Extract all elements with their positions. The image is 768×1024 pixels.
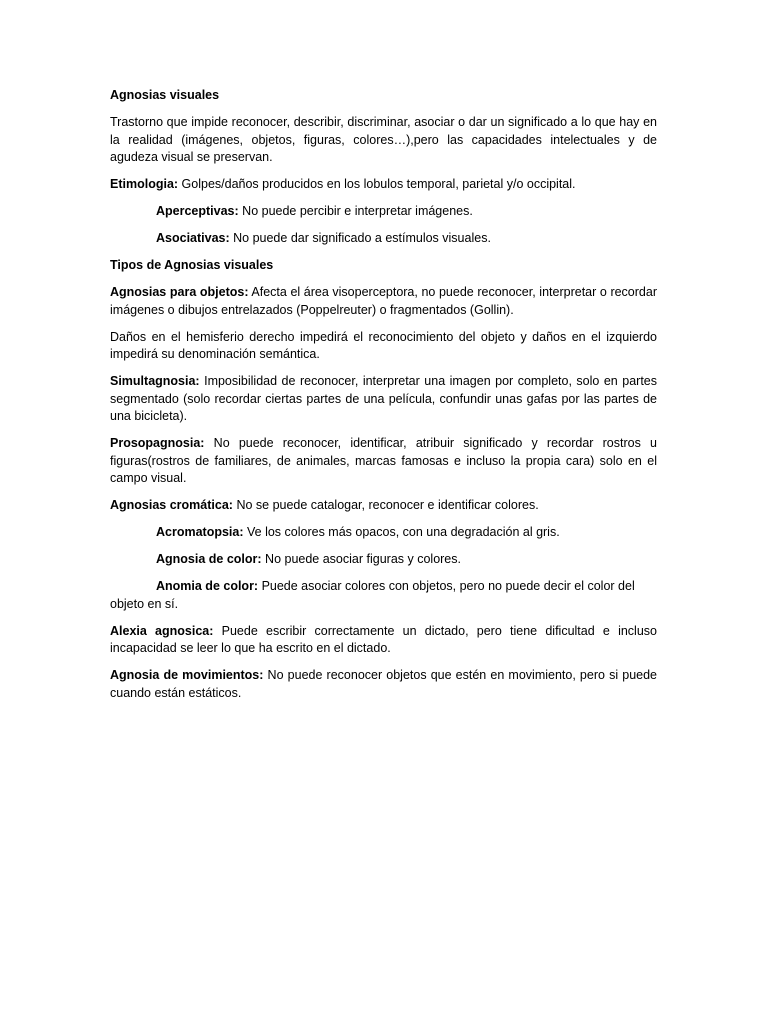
simultagnosia-term: Simultagnosia: — [110, 374, 200, 388]
aperceptivas-paragraph — [110, 203, 657, 221]
intro-paragraph: Trastorno que impide reconocer, describir, discriminar, asociar o dar un significado a lo que hay en la realidad (imágenes, objetos, figuras, colores…),pero las capacidades intelectuales y de agudeza visual se preservan. — [110, 115, 657, 164]
objetos-term: Agnosias para objetos: — [110, 285, 249, 299]
cromatica-term: Agnosias cromática: — [110, 498, 233, 512]
aperceptivas-text: No puede percibir e interpretar imágenes. — [238, 204, 473, 218]
document-page — [110, 87, 657, 712]
movimientos-term: Agnosia de movimientos: — [110, 668, 264, 682]
etimologia-paragraph — [110, 176, 657, 194]
danos-paragraph: Daños en el hemisferio derecho impedirá el reconocimiento del objeto y daños en el izquierdo impedirá su denominación semántica. — [110, 329, 657, 361]
objetos-paragraph — [110, 284, 657, 319]
prosopagnosia-paragraph — [110, 435, 657, 488]
asociativas-term: Asociativas: — [156, 231, 230, 245]
cromatica-text: No se puede catalogar, reconocer e identificar colores. — [232, 498, 539, 512]
asociativas-paragraph — [110, 230, 657, 248]
movimientos-paragraph — [110, 667, 657, 702]
acromatopsia-term: Acromatopsia: — [156, 525, 244, 539]
simultagnosia-paragraph — [110, 373, 657, 426]
tipos-heading: Tipos de Agnosias visuales — [110, 258, 274, 272]
agnosia-color-text: No puede asociar figuras y colores. — [261, 552, 461, 566]
document-title: Agnosias visuales — [110, 88, 220, 102]
cromatica-paragraph — [110, 497, 657, 515]
alexia-term: Alexia agnosica: — [110, 623, 214, 638]
anomia-color-paragraph — [110, 578, 657, 613]
acromatopsia-text: Ve los colores más opacos, con una degradación al gris. — [243, 525, 560, 539]
agnosia-color-paragraph — [110, 551, 657, 569]
simultagnosia-text: Imposibilidad de reconocer, interpretar una imagen por completo, solo en partes segmentado (solo recordar ciertas partes de una película, confundir unas gafas por las partes de una bicicleta). — [110, 374, 657, 423]
movimientos-text: No puede reconocer objetos que estén en movimiento, pero si puede cuando están estáticos. — [110, 668, 657, 700]
etimologia-text: Golpes/daños producidos en los lobulos temporal, parietal y/o occipital. — [178, 177, 576, 191]
anomia-color-text: Puede asociar colores con objetos, pero no puede decir el color del objeto en sí. — [110, 579, 635, 611]
acromatopsia-paragraph — [110, 524, 657, 542]
objetos-text: Afecta el área visoperceptora, no puede reconocer, interpretar o recordar imágenes o dibujos entrelazados (Poppelreuter) o fragmentados (Gollin). — [110, 285, 657, 317]
prosopagnosia-term: Prosopagnosia: — [110, 436, 205, 450]
etimologia-term: Etimologia: — [110, 177, 179, 191]
anomia-color-term: Anomia de color: — [156, 579, 259, 593]
alexia-paragraph — [110, 623, 657, 658]
aperceptivas-term: Aperceptivas: — [156, 204, 239, 218]
asociativas-text: No puede dar significado a estímulos visuales. — [229, 231, 491, 245]
agnosia-color-term: Agnosia de color: — [156, 552, 262, 566]
prosopagnosia-text: No puede reconocer, identificar, atribuir significado y recordar rostros u figuras(rostros de familiares, de animales, marcas famosas e incluso la propia cara) solo en el campo visual. — [110, 436, 657, 485]
alexia-text: Puede escribir correctamente un dictado, pero tiene dificultad e incluso incapacidad se leer lo que ha escrito en el dictado. — [110, 623, 657, 655]
